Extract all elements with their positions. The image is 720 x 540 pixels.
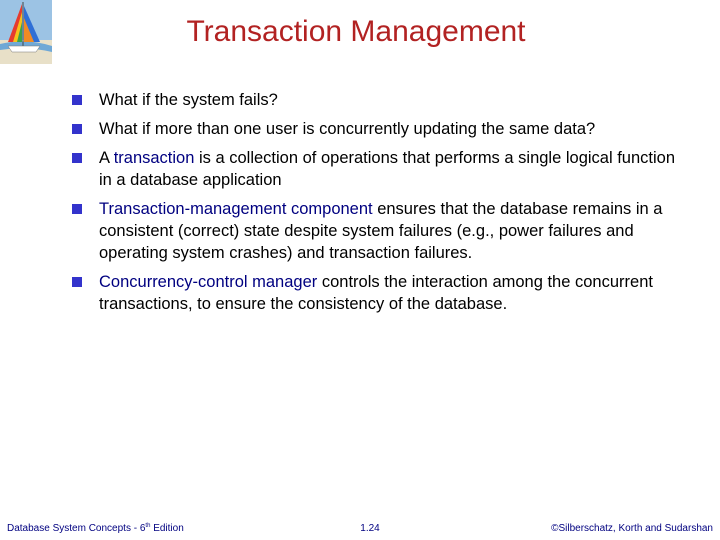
slide-title: Transaction Management bbox=[186, 15, 526, 48]
bullet-text: What if more than one user is concurrently updating the same data? bbox=[99, 120, 596, 138]
bullet-prefix: A bbox=[99, 149, 114, 167]
square-bullet-icon bbox=[72, 153, 82, 163]
term-transaction-management-component: Transaction-management component bbox=[99, 200, 373, 218]
square-bullet-icon bbox=[72, 204, 82, 214]
square-bullet-icon bbox=[72, 95, 82, 105]
bullet-item bbox=[72, 271, 692, 315]
bullet-item bbox=[72, 147, 692, 191]
bullet-text: controls the interaction among the concurrent transactions, to ensure the consistency of the database. bbox=[99, 273, 653, 313]
square-bullet-icon bbox=[72, 124, 82, 134]
bullet-list bbox=[72, 89, 692, 322]
bullet-text: What if the system fails? bbox=[99, 91, 278, 109]
bullet-text: ensures that the database remains in a consistent (correct) state despite system failures (e.g., power failures and operating system crashes) and transaction failures. bbox=[99, 200, 663, 262]
bullet-text: is a collection of operations that performs a single logical function in a database application bbox=[99, 149, 676, 189]
footer-page-number: 1.24 bbox=[360, 523, 380, 534]
footer-book-title: Database System Concepts - 6th Edition bbox=[7, 523, 184, 534]
bullet-item bbox=[72, 89, 692, 111]
footer-copyright: ©Silberschatz, Korth and Sudarshan bbox=[551, 523, 713, 534]
square-bullet-icon bbox=[72, 277, 82, 287]
bullet-item bbox=[72, 198, 692, 264]
term-concurrency-control-manager: Concurrency-control manager bbox=[99, 273, 318, 291]
term-transaction: transaction bbox=[113, 149, 195, 167]
bullet-item bbox=[72, 118, 692, 140]
